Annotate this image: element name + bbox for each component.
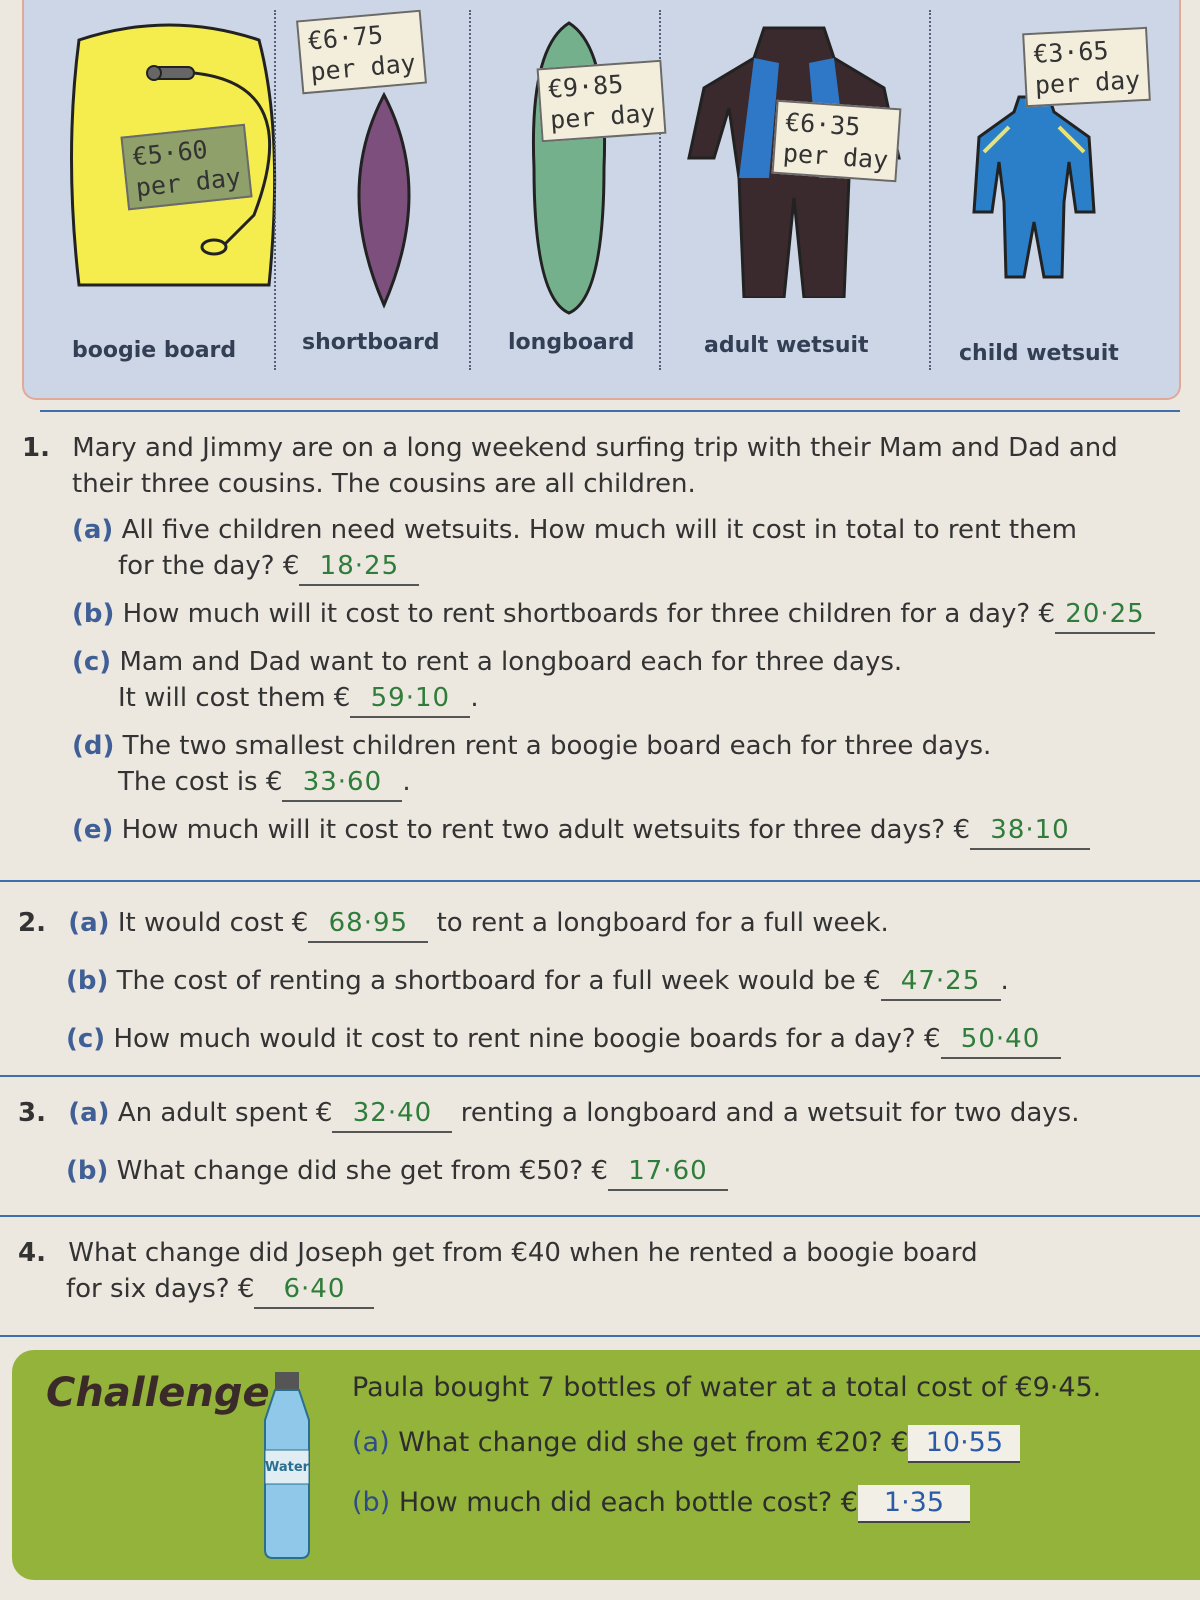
answer-field[interactable]: 20·25 [1055,596,1155,634]
price-tag-adult-wetsuit [772,100,902,183]
question-text: their three cousins. The cousins are all children. [72,469,696,499]
question-number: 2. [18,908,46,938]
bottle-label: Water [264,1460,310,1475]
question-4 [18,1235,1193,1309]
price-unit: per day [1034,65,1141,100]
answer-field[interactable]: 32·40 [332,1095,452,1133]
part-text: How much will it cost to rent two adult wetsuits for three days? € [121,815,970,845]
part-text: The two smallest children rent a boogie board each for three days. [122,731,992,761]
child-wetsuit-icon [964,92,1104,282]
item-name-adult-wetsuit: adult wetsuit [704,333,869,358]
part-text: What change did she get from €50? € [116,1156,608,1186]
part-text: The cost of renting a shortboard for a full week would be € [116,966,881,996]
part-label: (b) [66,1156,109,1186]
part-label: (e) [72,815,114,845]
item-name-longboard: longboard [508,330,635,355]
challenge-title: Challenge [46,1370,270,1416]
challenge-part-a [352,1425,1020,1463]
answer-field[interactable]: 47·25 [881,963,1001,1001]
question-1 [22,430,1192,850]
answer-field[interactable]: 17·60 [608,1153,728,1191]
question-number: 3. [18,1098,46,1128]
part-label: (c) [72,647,112,677]
part-text: An adult spent € [117,1098,333,1128]
answer-field[interactable]: 68·95 [308,905,428,943]
divider [0,1075,1200,1077]
part-label: (d) [72,731,115,761]
part-label: (b) [352,1487,391,1518]
price-tag-shortboard [296,10,427,95]
divider [0,1335,1200,1337]
question-text: Mary and Jimmy are on a long weekend surfing trip with their Mam and Dad and [72,433,1118,463]
part-text: It would cost € [117,908,309,938]
answer-field[interactable]: 6·40 [254,1271,374,1309]
divider [40,410,1180,412]
part-label: (a) [68,908,110,938]
item-name-shortboard: shortboard [302,330,440,355]
answer-field[interactable]: 59·10 [350,680,470,718]
challenge-box [12,1350,1200,1580]
part-text: What change did she get from €20? € [398,1427,909,1458]
part-text: The cost is € [118,767,283,797]
answer-field[interactable]: 1·35 [858,1485,970,1523]
answer-field[interactable]: 10·55 [908,1425,1020,1463]
divider [0,1215,1200,1217]
price-value: €5·60 [131,134,210,172]
answer-field[interactable]: 50·40 [941,1021,1061,1059]
shortboard-icon [324,90,444,310]
price-unit: per day [549,98,657,135]
part-text: to rent a longboard for a full week. [436,908,889,938]
price-tag-child-wetsuit [1022,27,1151,107]
item-name-boogie-board: boogie board [72,338,237,363]
question-3 [18,1095,1193,1191]
part-text: for the day? € [118,551,300,581]
part-label: (a) [68,1098,110,1128]
part-text: It will cost them € [118,683,351,713]
part-text: How much will it cost to rent shortboards for three children for a day? € [122,599,1055,629]
punctuation: . [1000,966,1009,996]
challenge-part-b [352,1485,970,1523]
challenge-intro: Paula bought 7 bottles of water at a total cost of €9·45. [352,1372,1102,1403]
rental-price-panel [22,0,1181,400]
answer-field[interactable]: 38·10 [970,812,1090,850]
part-label: (b) [66,966,109,996]
price-unit: per day [309,48,417,87]
part-text: How much would it cost to rent nine boogie boards for a day? € [113,1024,941,1054]
price-value: €9·85 [547,69,625,104]
price-value: €6·75 [306,20,385,56]
answer-field[interactable]: 18·25 [299,548,419,586]
punctuation: . [470,683,479,713]
question-text: What change did Joseph get from €40 when he rented a boogie board [68,1238,978,1268]
part-text: renting a longboard and a wetsuit for two days. [460,1098,1080,1128]
price-tag-longboard [537,60,667,143]
price-value: €3·65 [1032,35,1110,69]
part-label: (a) [352,1427,390,1458]
part-text: All five children need wetsuits. How much will it cost in total to rent them [121,515,1077,545]
question-number: 4. [18,1238,46,1268]
question-2 [18,905,1193,1059]
part-label: (a) [72,515,114,545]
price-value: €6·35 [784,107,862,142]
price-tag-boogie-board [120,124,252,211]
question-number: 1. [22,433,50,463]
part-label: (b) [72,599,115,629]
question-text: for six days? € [66,1274,255,1304]
answer-field[interactable]: 33·60 [282,764,402,802]
price-unit: per day [134,162,243,203]
part-label: (c) [66,1024,106,1054]
part-text: How much did each bottle cost? € [398,1487,858,1518]
price-unit: per day [782,138,890,175]
divider [0,880,1200,882]
water-bottle-icon [257,1370,317,1560]
punctuation: . [402,767,411,797]
part-text: Mam and Dad want to rent a longboard each for three days. [119,647,903,677]
item-name-child-wetsuit: child wetsuit [959,341,1119,366]
